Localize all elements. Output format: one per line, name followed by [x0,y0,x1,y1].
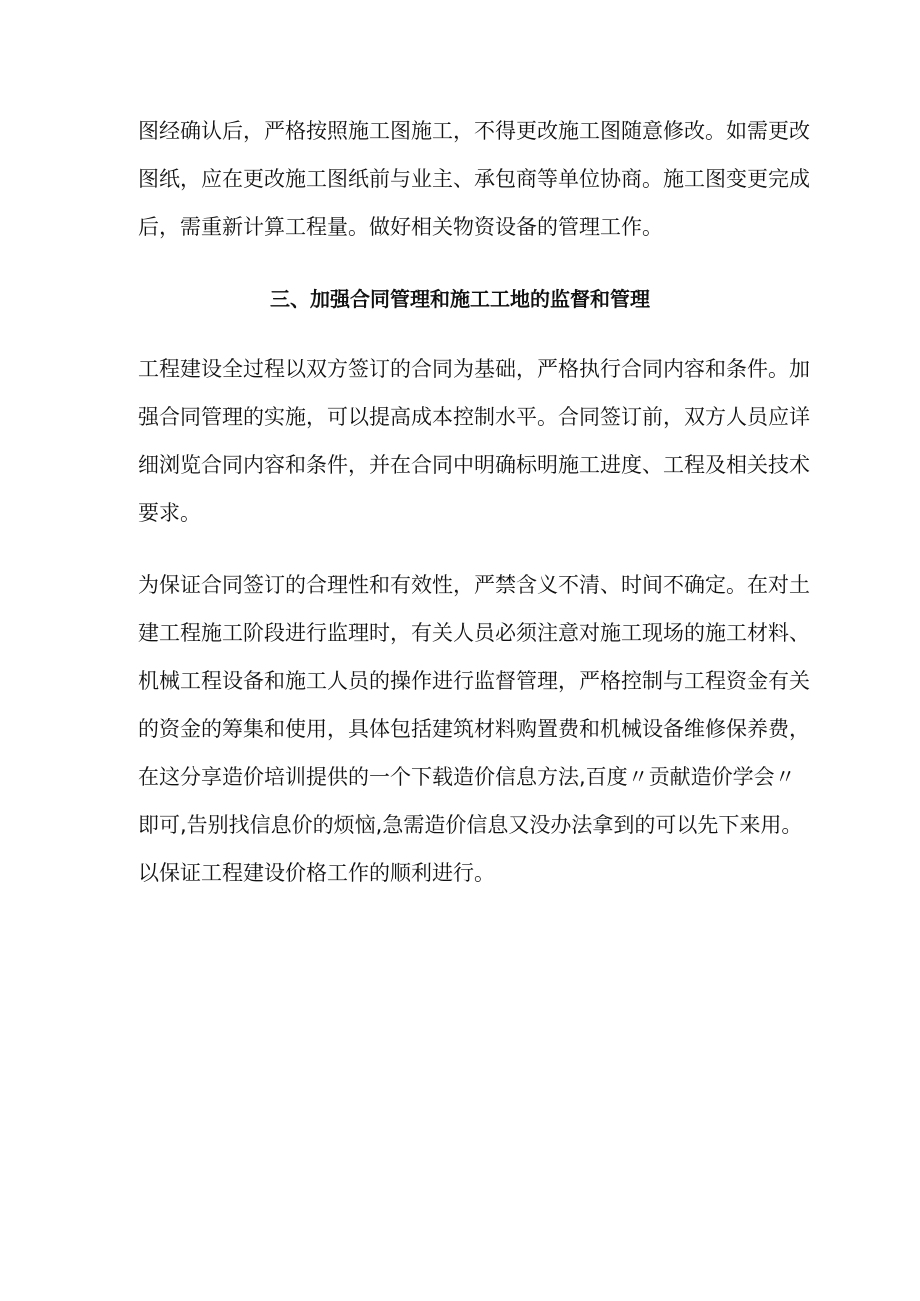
paragraph-2-line-2: 强合同管理的实施，可以提高成本控制水平。合同签订前，双方人员应详 [138,405,810,429]
paragraph-1-line-3: 后，需重新计算工程量。做好相关物资设备的管理工作。 [138,215,663,239]
paragraph-1-line-1: 图经确认后，严格按照施工图施工，不得更改施工图随意修改。如需更改 [138,119,810,143]
paragraph-3-line-6: 即可,告别找信息价的烦恼,急需造价信息又没办法拿到的可以先下来用。 [138,813,803,837]
paragraph-2-line-4: 要求。 [138,501,201,525]
paragraph-3-line-1: 为保证合同签订的合理性和有效性，严禁含义不清、时间不确定。在对土 [138,573,810,597]
paragraph-3-line-3: 机械工程设备和施工人员的操作进行监督管理，严格控制与工程资金有关 [138,669,810,693]
section-heading: 三、加强合同管理和施工工地的监督和管理 [270,287,650,311]
paragraph-2-line-1: 工程建设全过程以双方签订的合同为基础，严格执行合同内容和条件。加 [138,357,810,381]
paragraph-3-line-7: 以保证工程建设价格工作的顺利进行。 [138,861,495,885]
paragraph-2-line-3: 细浏览合同内容和条件，并在合同中明确标明施工进度、工程及相关技术 [138,453,810,477]
paragraph-1-line-2: 图纸，应在更改施工图纸前与业主、承包商等单位协商。施工图变更完成 [138,167,810,191]
paragraph-3-line-4: 的资金的筹集和使用，具体包括建筑材料购置费和机械设备维修保养费， [138,717,810,741]
paragraph-3-line-5: 在这分享造价培训提供的一个下载造价信息方法,百度〃贡献造价学会〃 [138,765,796,789]
paragraph-3-line-2: 建工程施工阶段进行监理时，有关人员必须注意对施工现场的施工材料、 [138,621,810,645]
